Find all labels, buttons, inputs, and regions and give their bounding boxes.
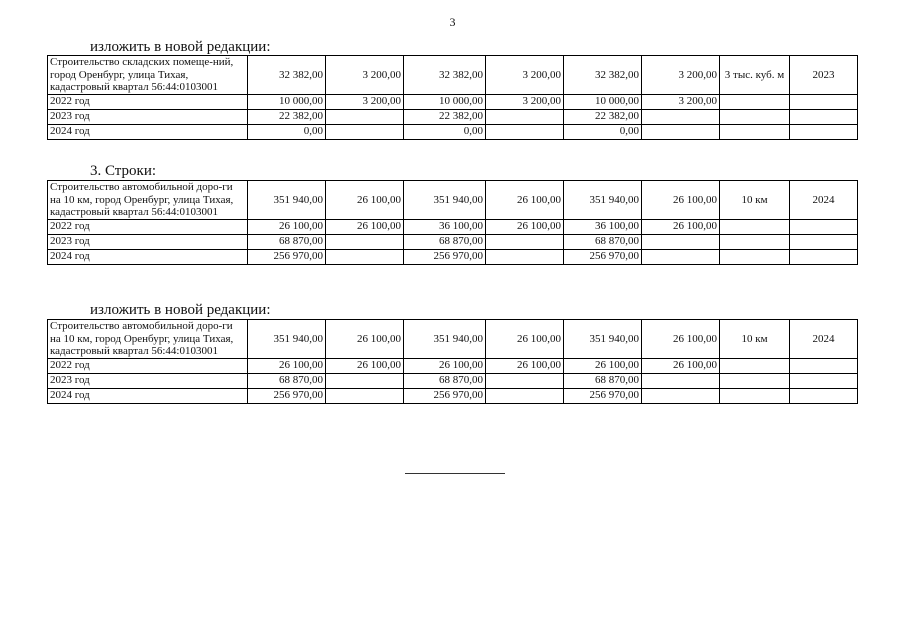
empty-cell (790, 358, 858, 373)
table-row (48, 358, 858, 373)
empty-cell (790, 249, 858, 264)
year-label-cell: 2024 год (48, 249, 248, 264)
amount-cell: 26 100,00 (404, 358, 486, 373)
empty-cell (790, 124, 858, 139)
table-row-main (48, 320, 858, 359)
amount-cell (326, 388, 404, 403)
amount-cell (642, 234, 720, 249)
table-row-main (48, 56, 858, 95)
empty-cell (720, 94, 790, 109)
amount-cell: 351 940,00 (248, 320, 326, 359)
table-row (48, 373, 858, 388)
amount-cell: 351 940,00 (564, 320, 642, 359)
table-row-main (48, 181, 858, 220)
empty-cell (720, 124, 790, 139)
amount-cell: 26 100,00 (486, 320, 564, 359)
amount-cell: 10 000,00 (248, 94, 326, 109)
year-label-cell: 2023 год (48, 373, 248, 388)
empty-cell (720, 219, 790, 234)
amount-cell: 68 870,00 (564, 234, 642, 249)
amount-cell (486, 124, 564, 139)
closing-rule (405, 473, 505, 474)
amount-cell: 26 100,00 (326, 320, 404, 359)
amount-cell: 32 382,00 (404, 56, 486, 95)
empty-cell (720, 249, 790, 264)
amount-cell: 26 100,00 (326, 219, 404, 234)
amount-cell (486, 373, 564, 388)
amount-cell: 256 970,00 (248, 249, 326, 264)
year-label-cell: 2022 год (48, 219, 248, 234)
year-label-cell: 2022 год (48, 94, 248, 109)
amount-cell: 68 870,00 (248, 234, 326, 249)
section-1-heading: изложить в новой редакции: (90, 39, 271, 55)
empty-cell (720, 358, 790, 373)
object-name-cell: Строительство складских помеще-ний, город Оренбург, улица Тихая, кадастровый квартал 56:44:0103001 (48, 56, 248, 95)
amount-cell: 68 870,00 (404, 234, 486, 249)
amount-cell: 256 970,00 (404, 388, 486, 403)
amount-cell (326, 124, 404, 139)
table-row (48, 109, 858, 124)
amount-cell: 3 200,00 (642, 94, 720, 109)
amount-cell: 256 970,00 (564, 249, 642, 264)
amount-cell: 22 382,00 (404, 109, 486, 124)
amount-cell: 256 970,00 (564, 388, 642, 403)
amount-cell: 351 940,00 (404, 181, 486, 220)
empty-cell (790, 219, 858, 234)
amount-cell: 3 200,00 (486, 94, 564, 109)
capacity-cell: 10 км (720, 181, 790, 220)
year-label-cell: 2024 год (48, 124, 248, 139)
amount-cell: 0,00 (404, 124, 486, 139)
amount-cell: 26 100,00 (642, 219, 720, 234)
amount-cell: 10 000,00 (404, 94, 486, 109)
section-2-heading: 3. Строки: (90, 163, 157, 179)
year-label-cell: 2022 год (48, 358, 248, 373)
amount-cell: 351 940,00 (404, 320, 486, 359)
amount-cell: 68 870,00 (564, 373, 642, 388)
amount-cell: 26 100,00 (486, 358, 564, 373)
amount-cell: 26 100,00 (326, 358, 404, 373)
amount-cell: 68 870,00 (248, 373, 326, 388)
amount-cell (642, 373, 720, 388)
amount-cell (642, 249, 720, 264)
empty-cell (790, 388, 858, 403)
amount-cell: 26 100,00 (642, 320, 720, 359)
amount-cell: 0,00 (248, 124, 326, 139)
object-name-cell: Строительство автомобильной доро-ги на 10 км, город Оренбург, улица Тихая, кадастровый квартал 56:44:0103001 (48, 181, 248, 220)
table-row (48, 124, 858, 139)
amount-cell: 22 382,00 (248, 109, 326, 124)
empty-cell (720, 234, 790, 249)
table-row (48, 388, 858, 403)
amount-cell: 256 970,00 (404, 249, 486, 264)
amount-cell: 10 000,00 (564, 94, 642, 109)
amount-cell: 3 200,00 (326, 56, 404, 95)
amount-cell (642, 109, 720, 124)
object-name-cell: Строительство автомобильной доро-ги на 10 км, город Оренбург, улица Тихая, кадастровый квартал 56:44:0103001 (48, 320, 248, 359)
year-cell: 2024 (790, 181, 858, 220)
section-3-heading: изложить в новой редакции: (90, 302, 271, 318)
amount-cell (326, 249, 404, 264)
amount-cell: 32 382,00 (248, 56, 326, 95)
amount-cell: 26 100,00 (486, 181, 564, 220)
amount-cell: 26 100,00 (326, 181, 404, 220)
amount-cell (486, 388, 564, 403)
capacity-cell: 10 км (720, 320, 790, 359)
amount-cell: 22 382,00 (564, 109, 642, 124)
table-row (48, 94, 858, 109)
amount-cell: 0,00 (564, 124, 642, 139)
empty-cell (720, 388, 790, 403)
year-cell: 2024 (790, 320, 858, 359)
amount-cell (486, 249, 564, 264)
amount-cell: 26 100,00 (564, 358, 642, 373)
section-3-table (47, 319, 858, 404)
empty-cell (790, 109, 858, 124)
capacity-cell: 3 тыс. куб. м (720, 56, 790, 95)
empty-cell (720, 373, 790, 388)
section-1-table (47, 55, 858, 140)
amount-cell: 3 200,00 (642, 56, 720, 95)
amount-cell: 36 100,00 (564, 219, 642, 234)
amount-cell: 351 940,00 (248, 181, 326, 220)
amount-cell: 26 100,00 (248, 219, 326, 234)
year-label-cell: 2023 год (48, 109, 248, 124)
amount-cell: 3 200,00 (326, 94, 404, 109)
amount-cell (486, 234, 564, 249)
table-row (48, 219, 858, 234)
amount-cell: 36 100,00 (404, 219, 486, 234)
amount-cell (486, 109, 564, 124)
amount-cell: 26 100,00 (486, 219, 564, 234)
empty-cell (790, 234, 858, 249)
amount-cell: 68 870,00 (404, 373, 486, 388)
table-row (48, 249, 858, 264)
amount-cell (642, 388, 720, 403)
amount-cell: 3 200,00 (486, 56, 564, 95)
table-row (48, 234, 858, 249)
year-label-cell: 2024 год (48, 388, 248, 403)
amount-cell (642, 124, 720, 139)
empty-cell (720, 109, 790, 124)
amount-cell: 26 100,00 (642, 358, 720, 373)
page-number: 3 (449, 15, 456, 29)
amount-cell (326, 109, 404, 124)
amount-cell: 256 970,00 (248, 388, 326, 403)
year-cell: 2023 (790, 56, 858, 95)
empty-cell (790, 94, 858, 109)
year-label-cell: 2023 год (48, 234, 248, 249)
amount-cell (326, 373, 404, 388)
section-2-table (47, 180, 858, 265)
amount-cell: 351 940,00 (564, 181, 642, 220)
amount-cell: 26 100,00 (642, 181, 720, 220)
empty-cell (790, 373, 858, 388)
amount-cell: 32 382,00 (564, 56, 642, 95)
amount-cell: 26 100,00 (248, 358, 326, 373)
amount-cell (326, 234, 404, 249)
